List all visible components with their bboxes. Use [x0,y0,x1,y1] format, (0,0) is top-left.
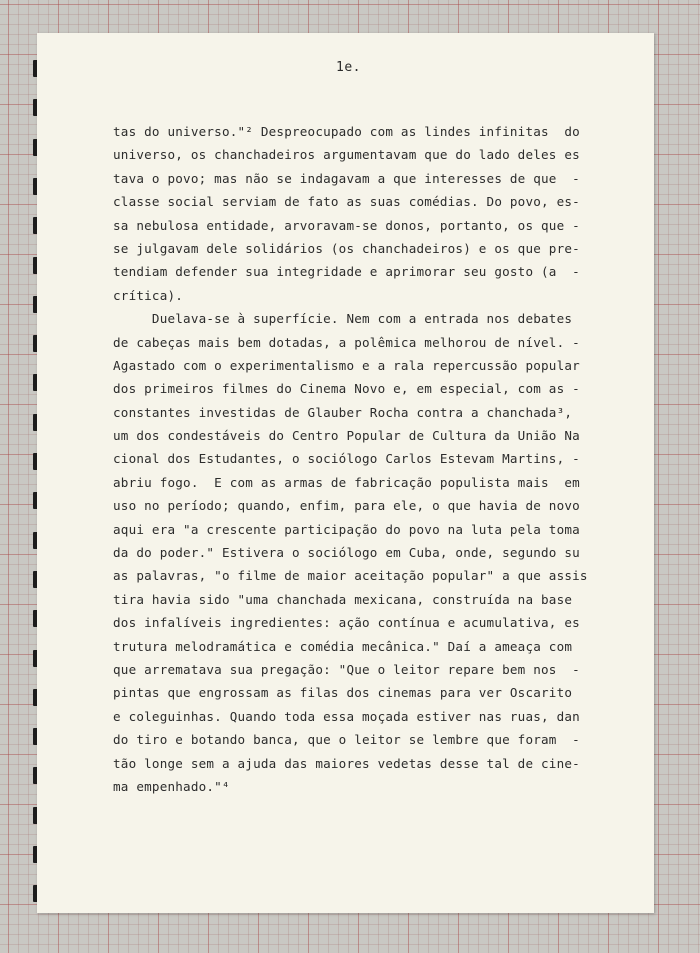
text-line: que arrematava sua pregação: "Que o leitor repare bem nos - [113,661,580,677]
text-line: cional dos Estudantes, o sociólogo Carlos Estevam Martins, - [113,451,580,467]
text-line: classe social serviam de fato as suas comédias. Do povo, es- [113,194,580,210]
text-line: trutura melodramática e comédia mecânica." Daí a ameaça com [113,638,573,654]
text-line: uso no período; quando, enfim, para ele, o que havia de novo [113,498,580,514]
text-line: constantes investidas de Glauber Rocha contra a chanchada³, [113,404,573,420]
text-line: e coleguinhas. Quando toda essa moçada estiver nas ruas, dan [113,708,580,724]
text-line: dos infalíveis ingredientes: ação contínua e acumulativa, es [113,615,580,631]
text-line: ma empenhado."⁴ [113,778,230,794]
document-page [37,33,654,913]
page-number: 1e. [336,60,361,75]
text-line: crítica). [113,287,184,303]
text-line: da do poder." Estivera o sociólogo em Cuba, onde, segundo su [113,545,580,561]
text-line: universo, os chanchadeiros argumentavam que do lado deles es [113,147,580,163]
text-line: se julgavam dele solidários (os chanchadeiros) e os que pre- [113,240,580,256]
text-line: tendiam defender sua integridade e aprimorar seu gosto (a - [113,264,580,280]
text-line: Agastado com o experimentalismo e a rala repercussão popular [113,357,580,373]
text-line: Duelava-se à superfície. Nem com a entrada nos debates [113,311,573,327]
body-text [113,120,613,798]
text-line: sa nebulosa entidade, arvoravam-se donos, portanto, os que - [113,217,580,233]
text-line: as palavras, "o filme de maior aceitação popular" a que assis [113,568,588,584]
text-line: aqui era "a crescente participação do povo na luta pela toma [113,521,580,537]
text-line: pintas que engrossam as filas dos cinemas para ver Oscarito [113,685,573,701]
text-line: abriu fogo. E com as armas de fabricação populista mais em [113,474,580,490]
text-line: tava o povo; mas não se indagavam a que interesses de que - [113,170,580,186]
text-line: tira havia sido "uma chanchada mexicana, construída na base [113,591,573,607]
text-line: tão longe sem a ajuda das maiores vedetas desse tal de cine- [113,755,580,771]
text-line: tas do universo."² Despreocupado com as lindes infinitas do [113,124,580,139]
text-line: dos primeiros filmes do Cinema Novo e, em especial, com as - [113,381,580,397]
text-line: do tiro e botando banca, que o leitor se lembre que foram - [113,732,580,748]
text-line: um dos condestáveis do Centro Popular de Cultura da União Na [113,428,580,444]
text-line: de cabeças mais bem dotadas, a polêmica melhorou de nível. - [113,334,580,350]
